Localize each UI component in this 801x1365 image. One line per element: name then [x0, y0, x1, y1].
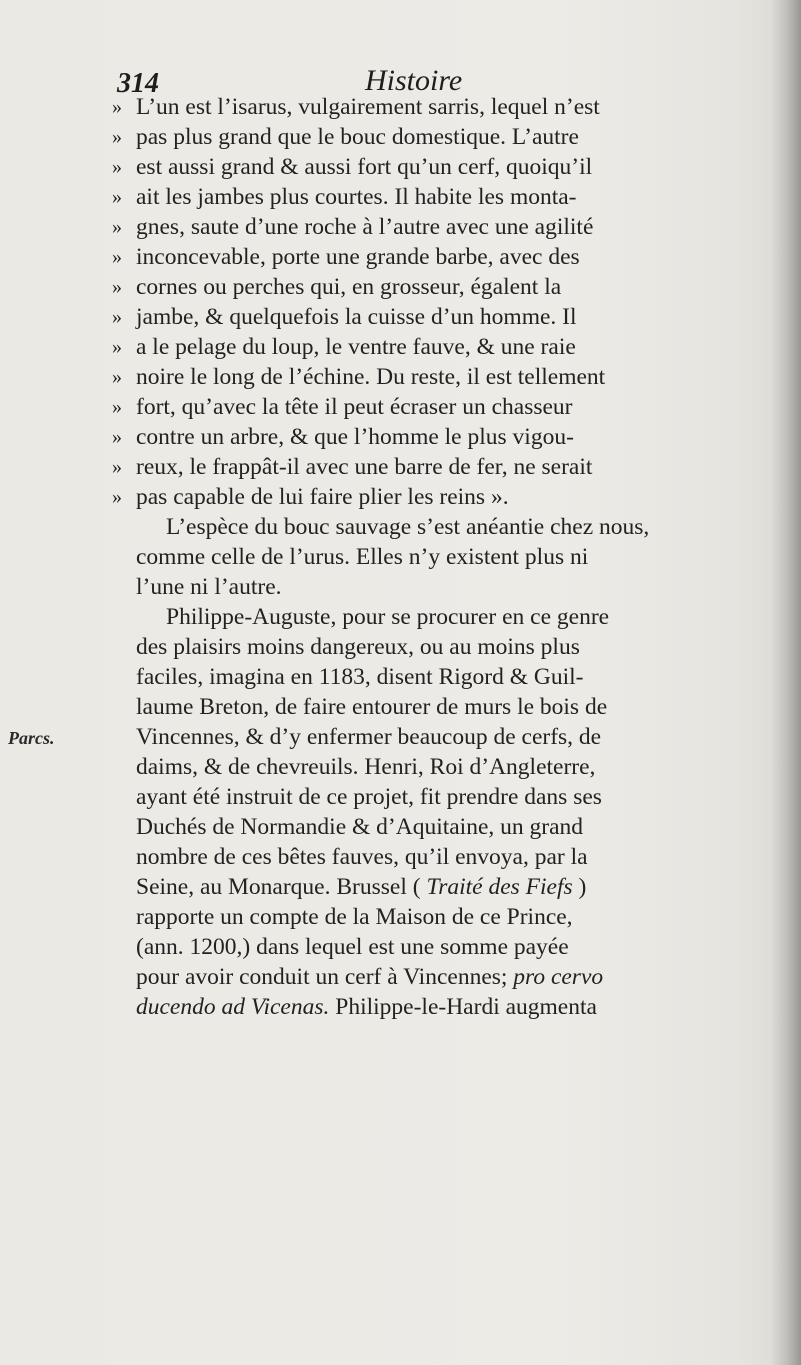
- text-line: des plaisirs moins dangereux, ou au moins plus: [136, 634, 580, 660]
- latin-phrase: ducendo ad Vicenas.: [136, 994, 330, 1020]
- text-line: Duchés de Normandie & d’Aquitaine, un grand: [136, 814, 584, 840]
- text-line: (ann. 1200,) dans lequel est une somme payée: [136, 934, 569, 960]
- text-line: l’une ni l’autre.: [136, 574, 282, 600]
- text-line: [112, 992, 792, 1022]
- italic-title: Traité des Fiefs: [426, 874, 573, 900]
- text-line: Philippe-Auguste, pour se procurer en ce genre: [166, 604, 610, 630]
- text-line: comme celle de l’urus. Elles n’y existent plus ni: [136, 544, 589, 570]
- text-line: » L’un est l’isarus, vulgairement sarris, lequel n’est: [112, 92, 792, 122]
- text-line: » pas plus grand que le bouc domestique. L’autre: [112, 122, 792, 152]
- text-line: » est aussi grand & aussi fort qu’un cerf, quoiqu’il: [112, 152, 792, 182]
- text-line: » reux, le frappât-il avec une barre de fer, ne serait: [112, 452, 792, 482]
- text-line: rapporte un compte de la Maison de ce Prince,: [136, 904, 573, 930]
- text-line: daims, & de chevreuils. Henri, Roi d’Angleterre,: [136, 754, 596, 780]
- text-line: » gnes, saute d’une roche à l’autre avec une agilité: [112, 212, 792, 242]
- text-line: » fort, qu’avec la tête il peut écraser un chasseur: [112, 392, 792, 422]
- body-text: [112, 92, 792, 1022]
- text-line: nombre de ces bêtes fauves, qu’il envoya, par la: [136, 844, 588, 870]
- text-line: » contre un arbre, & que l’homme le plus vigou-: [112, 422, 792, 452]
- running-title: Histoire: [365, 64, 463, 97]
- text-line: » jambe, & quelquefois la cuisse d’un homme. Il: [112, 302, 792, 332]
- text-segment: pour avoir conduit un cerf à Vincennes;: [136, 964, 508, 990]
- page-number: 314: [117, 68, 159, 99]
- text-line: » ait les jambes plus courtes. Il habite les monta-: [112, 182, 792, 212]
- text-line: » inconcevable, porte une grande barbe, avec des: [112, 242, 792, 272]
- text-line: » cornes ou perches qui, en grosseur, égalent la: [112, 272, 792, 302]
- latin-phrase: pro cervo: [513, 964, 604, 990]
- text-line: ayant été instruit de ce projet, fit prendre dans ses: [136, 784, 602, 810]
- text-segment: Philippe-le-Hardi augmenta: [335, 994, 597, 1020]
- text-segment: Seine, au Monarque. Brussel: [136, 874, 407, 900]
- text-line: » noire le long de l’échine. Du reste, il est tellement: [112, 362, 792, 392]
- text-line: » pas capable de lui faire plier les reins ».: [112, 482, 792, 512]
- text-line: » a le pelage du loup, le ventre fauve, & une raie: [112, 332, 792, 362]
- text-line: Seine, au Monarque. Brussel ( Traité des Fiefs ): [136, 874, 587, 900]
- text-line: [112, 962, 792, 992]
- text-line: laume Breton, de faire entourer de murs le bois de: [136, 694, 608, 720]
- text-line: faciles, imagina en 1183, disent Rigord & Guil-: [136, 664, 584, 690]
- text-line: L’espèce du bouc sauvage s’est anéantie chez nous,: [166, 514, 650, 540]
- text-line: Vincennes, & d’y enfermer beaucoup de cerfs, de: [136, 724, 602, 750]
- margin-note: Parcs.: [8, 728, 55, 748]
